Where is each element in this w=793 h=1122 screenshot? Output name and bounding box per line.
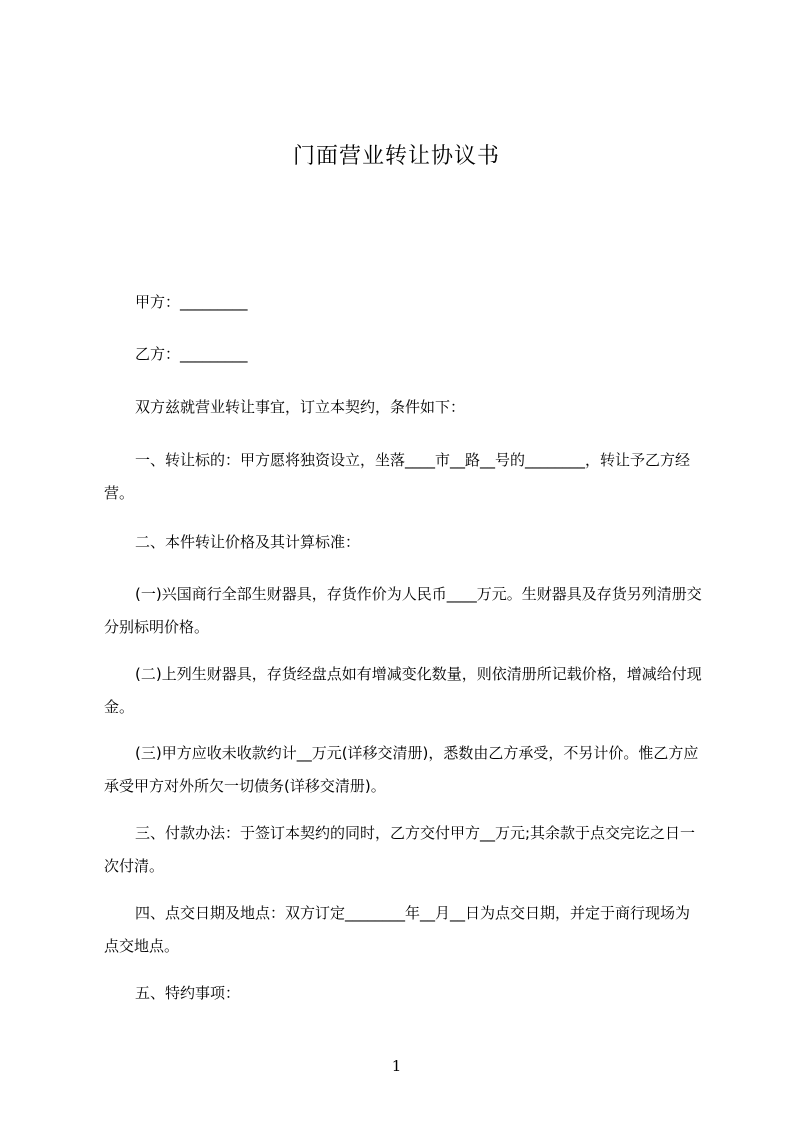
- party-b-line: 乙方：_________: [135, 345, 248, 363]
- document-title: 门面营业转让协议书: [292, 144, 500, 169]
- clause-1-paragraph: 一、转让标的：甲方愿将独资设立，坐落____市__路__号的________，转让予乙方经营。: [104, 451, 691, 502]
- clause-3-paragraph: 三、付款办法：于签订本契约的同时，乙方交付甲方__万元;其余款于点交完讫之日一次付清。: [104, 824, 696, 875]
- clause-2-item-3: (三)甲方应收未收款约计__万元(详移交清册)，悉数由乙方承受，不另计价。惟乙方应承受甲方对外所欠一切债务(详移交清册)。: [104, 744, 699, 795]
- clause-5-heading: 五、特约事项：: [135, 984, 241, 1002]
- preamble-paragraph: 双方兹就营业转让事宜，订立本契约，条件如下：: [135, 398, 466, 416]
- clause-4-paragraph: 四、点交日期及地点：双方订定________年__月__日为点交日期，并定于商行现场为点交地点。: [104, 904, 691, 955]
- party-a-line: 甲方：_________: [135, 293, 248, 311]
- clause-2-heading: 二、本件转让价格及其计算标准：: [135, 533, 361, 551]
- clause-2-item-1: (一)兴国商行全部生财器具，存货作价为人民币____万元。生财器具及存货另列清册交分别标明价格。: [104, 585, 702, 636]
- clause-2-item-2: (二)上列生财器具，存货经盘点如有增减变化数量，则依清册所记载价格，增减给付现金。: [104, 665, 702, 716]
- page-number: 1: [391, 1057, 402, 1075]
